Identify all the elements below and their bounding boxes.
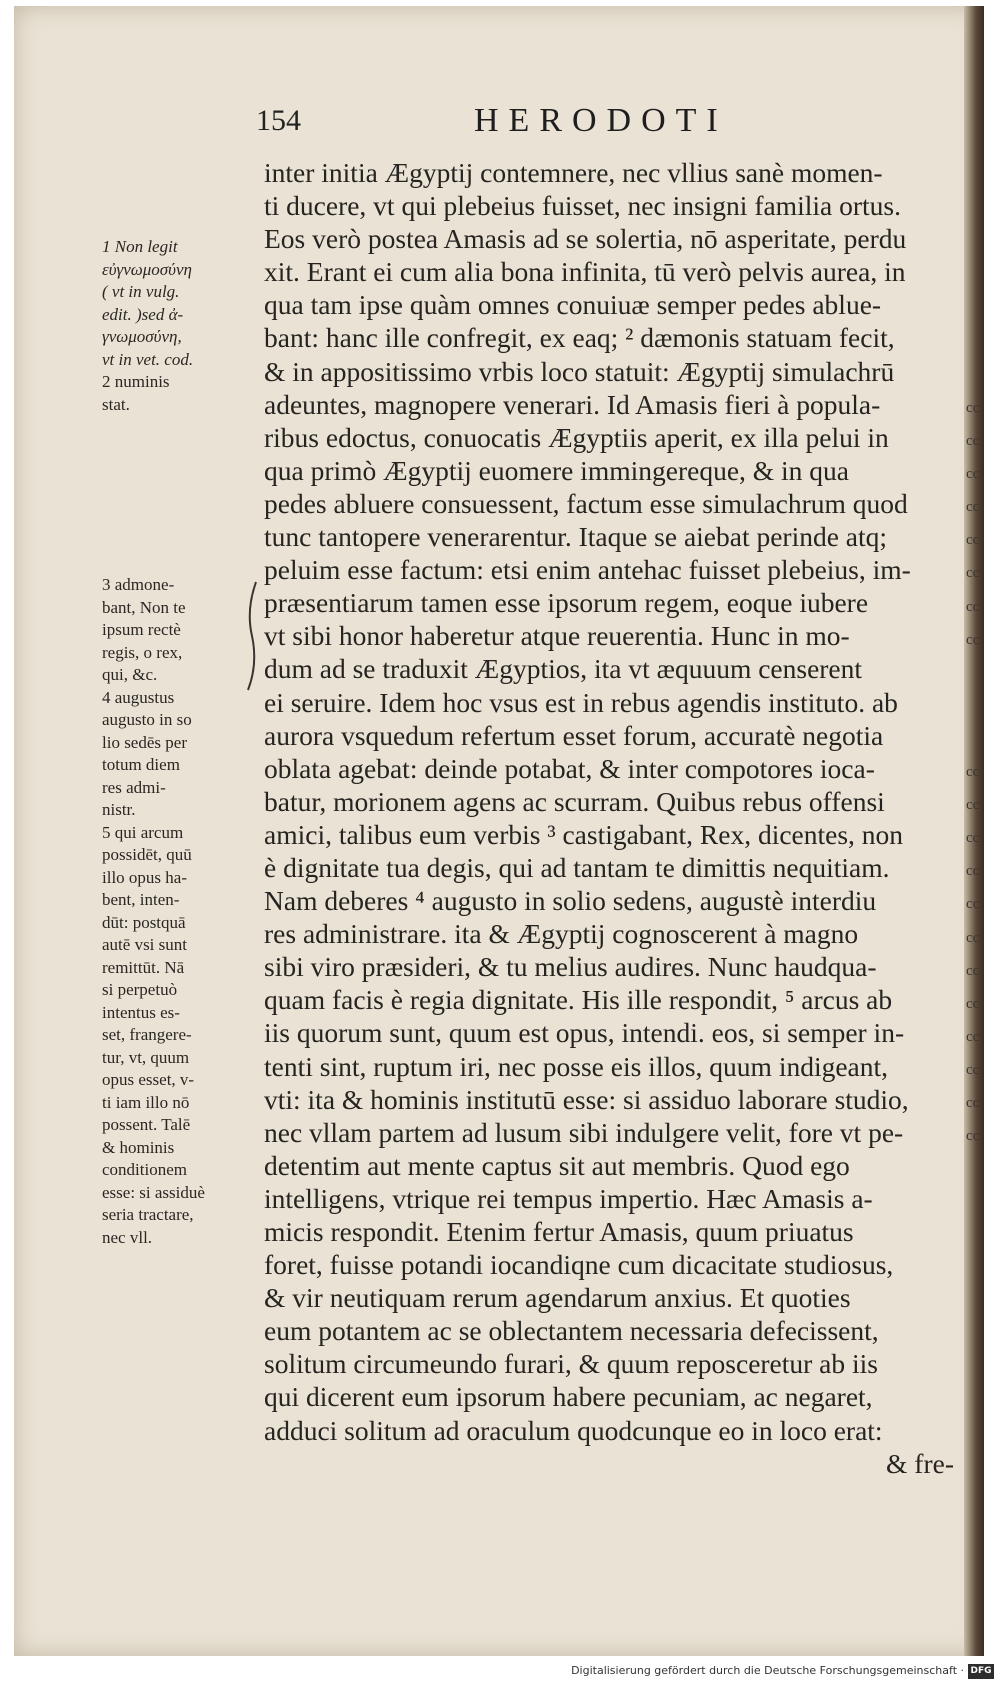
margin-note-line: stat.	[102, 394, 130, 414]
quote-mark: cc	[966, 1094, 980, 1111]
text-line: tenti sint, ruptum iri, nec posse eis illos, quum indigeant,	[264, 1050, 889, 1082]
margin-note-line: opus esset, v-	[102, 1070, 195, 1089]
text-line: micis respondit. Etenim fertur Amasis, quum priuatus	[264, 1216, 854, 1247]
text-line: ribus edoctus, conuocatis Ægyptiis aperit, ex illa pelui in	[264, 421, 889, 453]
quote-mark: cc	[966, 929, 980, 946]
margin-note-line: seria tractare,	[102, 1205, 194, 1224]
text-line: sibi viro præsideri, & tu melius audires. Nunc haudqua-	[264, 951, 877, 983]
margin-note-line: edit. )sed ἀ-	[102, 304, 184, 324]
text-line: amici, talibus eum verbis ³ castigabant, Rex, dicentes, non	[264, 818, 904, 850]
quote-mark: cc	[966, 400, 980, 416]
text-line: qua primò Ægyptij euomere immingereque, & in qua	[264, 454, 850, 486]
quote-mark	[966, 657, 979, 690]
handwritten-bracket-mark	[242, 580, 262, 692]
margin-note	[102, 822, 257, 1250]
margin-note	[102, 574, 257, 687]
quote-mark: cc	[966, 830, 980, 847]
margin-note-line: 4 augustus	[102, 687, 175, 707]
footer-credit: Digitalisierung gefördert durch die Deutsche Forschungsgemeinschaft ·	[571, 1664, 964, 1677]
text-line: bant: hanc ille confregit, ex eaq; ² dæmonis statuam fecit,	[264, 322, 895, 354]
quote-mark	[966, 723, 979, 756]
text-line: & vir neutiquam rerum agendarum anxius. Et quoties	[264, 1282, 851, 1314]
text-line: vt sibi honor haberetur atque reuerentia. Hunc in mo-	[264, 620, 850, 652]
margin-note-line: bant, Non te	[102, 597, 186, 617]
quote-mark: cc	[966, 433, 980, 450]
margin-note-line: ipsum rectè	[102, 620, 181, 639]
text-line: solitum circumeundo furari, & quum reposceretur ab iis	[264, 1348, 878, 1380]
quote-mark: cc	[966, 995, 980, 1012]
text-line: ti ducere, vt qui plebeius fuisset, nec insigni familia ortus.	[264, 190, 901, 222]
quote-mark: cc	[966, 466, 980, 483]
margin-note-line: ti iam illo nō	[102, 1092, 190, 1112]
margin-note-line: εὐγνωμοσύνη	[102, 259, 192, 279]
margin-note-line: nistr.	[102, 800, 136, 819]
text-line: qui dicerent eum ipsorum habere pecuniam, ac negaret,	[264, 1381, 873, 1413]
quote-mark: cc	[966, 499, 980, 516]
quote-mark: cc	[966, 532, 980, 549]
page-header	[14, 102, 984, 146]
margin-note-line: 3 admone-	[102, 575, 175, 594]
text-line: oblata agebat: deinde potabat, & inter compotores ioca-	[264, 752, 875, 784]
text-line: xit. Erant ei cum alia bona infinita, tū verò pelvis aurea, in	[264, 256, 906, 288]
margin-note-line: esse: si assiduè	[102, 1182, 205, 1202]
margin-note-line: res admi-	[102, 777, 166, 797]
text-line: quam facis è regia dignitate. His ille respondit, ⁵ arcus ab	[264, 984, 893, 1016]
quote-mark: cc	[966, 598, 980, 615]
margin-note-line: intentus es-	[102, 1002, 180, 1022]
margin-note-line: 5 qui arcum	[102, 822, 184, 842]
note-spacer	[102, 416, 257, 574]
text-line: nec vllam partem ad lusum sibi indulgere velit, fore vt pe-	[264, 1116, 904, 1148]
text-line: Eos verò postea Amasis ad se solertia, nō asperitate, perdu	[264, 223, 907, 255]
quote-mark: cc	[966, 896, 980, 913]
margin-note-line: remittūt. Nā	[102, 957, 185, 977]
text-line: dum ad se traduxit Ægyptios, ita vt æquuum censerent	[264, 653, 863, 685]
quote-mark: cc	[966, 764, 980, 781]
quote-mark	[966, 690, 979, 723]
margin-note-line: possidēt, quū	[102, 845, 192, 864]
text-line: res administrare. ita & Ægyptij cognoscerent à magno	[264, 918, 859, 950]
main-text-block	[264, 156, 954, 1480]
text-line: tunc tantopere venerarentur. Itaque se aiebat perinde atq;	[264, 521, 888, 553]
quote-mark: cc	[966, 863, 980, 880]
text-line: peluim esse factum: etsi enim antehac fuisset plebeius, im-	[264, 554, 911, 586]
margin-note	[102, 371, 257, 416]
margin-note-line: conditionem	[102, 1160, 187, 1179]
margin-note-line: augusto in so	[102, 710, 192, 729]
margin-note-line: 2 numinis	[102, 372, 170, 391]
text-line: pedes abluere consuessent, factum esse simulachrum quod	[264, 487, 908, 519]
quotation-marks-column	[966, 392, 979, 1153]
margin-note-line: vt in vet. cod.	[102, 349, 194, 369]
quote-mark: cc	[966, 1061, 980, 1078]
margin-note-line: γνωμοσύνη,	[102, 327, 182, 346]
text-line: iis quorum sunt, quum est opus, intendi. eos, si semper in-	[264, 1017, 905, 1049]
text-line: præsentiarum tamen esse ipsorum regem, eoque iubere	[264, 587, 869, 619]
margin-note-line: set, frangere-	[102, 1025, 192, 1044]
dfg-logo: DFG	[968, 1664, 994, 1679]
text-line: è dignitate tua degis, qui ad tantam te dimittis nequitiam.	[264, 851, 890, 883]
margin-note-line: nec vll.	[102, 1227, 153, 1247]
margin-note	[102, 236, 257, 371]
margin-note-line: & hominis	[102, 1137, 175, 1157]
text-line: inter initia Ægyptij contemnere, nec vllius sanè momen-	[264, 157, 883, 188]
margin-note-line: tur, vt, quum	[102, 1047, 190, 1067]
text-line: intelligens, vtrique rei tempus impertio. Hæc Amasis a-	[264, 1182, 873, 1214]
quote-mark: cc	[966, 565, 980, 582]
text-line: & in appositissimo vrbis loco statuit: Ægyptij simulachrū	[264, 355, 895, 387]
margin-note-line: regis, o rex,	[102, 642, 183, 662]
margin-notes	[102, 236, 257, 1249]
margin-note-line: 1 Non legit	[102, 237, 178, 256]
book-page	[14, 6, 984, 1656]
quote-mark: cc	[966, 797, 980, 814]
text-line: ei seruire. Idem hoc vsus est in rebus agendis instituto. ab	[264, 686, 898, 718]
text-line: eum potantem ac se oblectantem necessaria defecissent,	[264, 1315, 879, 1347]
running-title: HERODOTI	[474, 102, 728, 139]
margin-note-line: dūt: postquā	[102, 912, 186, 932]
margin-note-line: totum diem	[102, 755, 180, 774]
margin-note	[102, 687, 257, 822]
text-line: aurora vsquedum refertum esset forum, accuratè negotia	[264, 719, 884, 751]
text-line: detentim aut mente captus sit aut membris. Quod ego	[264, 1149, 850, 1181]
text-line: qua tam ipse quàm omnes conuiuæ semper pedes ablue-	[264, 289, 882, 321]
margin-note-line: possent. Talē	[102, 1115, 191, 1134]
margin-note-line: bent, inten-	[102, 890, 180, 909]
quote-mark: cc	[966, 962, 980, 979]
footer-bar	[0, 1662, 1000, 1684]
text-line: vti: ita & hominis institutū esse: si assiduo laborare studio,	[264, 1083, 909, 1115]
text-line: Nam deberes ⁴ augusto in solio sedens, augustè interdiu	[264, 885, 877, 917]
margin-note-line: illo opus ha-	[102, 867, 187, 887]
margin-note-line: ( vt in vulg.	[102, 282, 180, 301]
text-line: adduci solitum ad oraculum quodcunque eo in loco erat:	[264, 1414, 883, 1446]
quote-mark: cc	[966, 631, 980, 648]
margin-note-line: qui, &c.	[102, 665, 158, 684]
text-line: & fre-	[886, 1447, 954, 1479]
text-line: adeuntes, magnopere venerari. Id Amasis fieri à popula-	[264, 388, 881, 420]
quote-mark: cc	[966, 1128, 980, 1145]
text-line: foret, fuisse potandi iocandiqne cum dicacitate studiosus,	[264, 1249, 894, 1281]
text-line: batur, morionem agens ac scurram. Quibus rebus offensi	[264, 785, 885, 817]
quote-mark: cc	[966, 1028, 980, 1045]
margin-note-line: lio sedēs per	[102, 732, 187, 752]
page-number: 154	[256, 104, 301, 137]
margin-note-line: si perpetuò	[102, 980, 178, 999]
margin-note-line: autē vsi sunt	[102, 935, 187, 954]
